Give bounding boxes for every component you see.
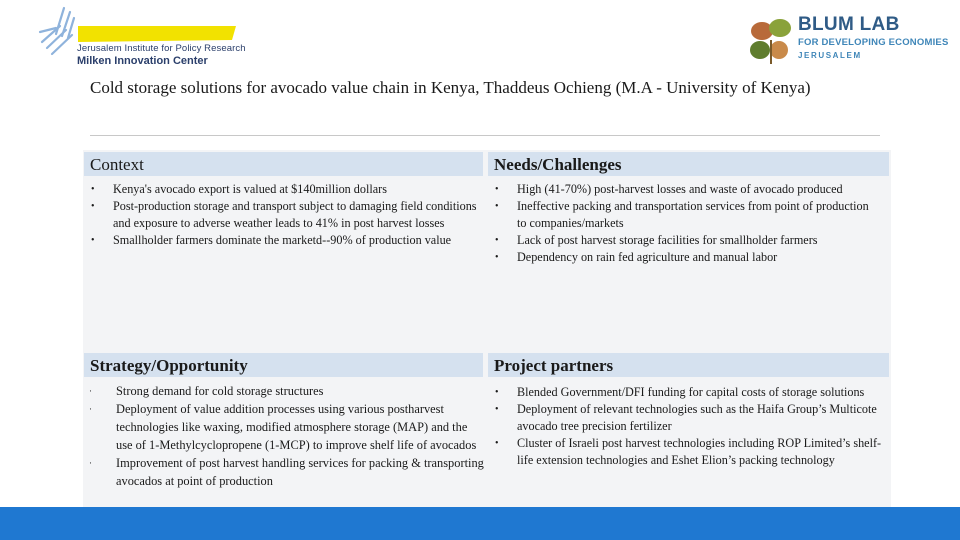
bullet-icon: • [495,387,499,398]
bullet-icon: • [495,404,499,415]
list-item: • Smallholder farmers dominate the marketd--90% of production value [91,233,452,247]
list-item: · Improvement of post harvest handling services for packing & transporting avocados at point of production [89,456,484,488]
list-item: • Kenya's avocado export is valued at $140million dollars [91,182,387,196]
blum-lab-title: BLUM LAB [798,14,900,35]
bullet-icon: · [89,386,92,396]
jipr-name: Jerusalem Institute for Policy Research [77,43,246,54]
needs-list [490,181,880,266]
bullet-icon: · [89,404,92,414]
blum-lab-subtitle: FOR DEVELOPING ECONOMIES [798,37,949,48]
blum-lab-location: JERUSALEM [798,51,862,60]
bullet-icon: • [91,235,95,246]
page-title: Cold storage solutions for avocado value chain in Kenya, Thaddeus Ochieng (M.A - University of Kenya) [90,78,811,97]
context-list [86,181,478,249]
list-item: • Post-production storage and transport subject to damaging field conditions and exposure to adverse weather leads to 41% in post harvest losses [91,199,477,230]
bullet-icon: • [495,252,499,263]
list-item: • Cluster of Israeli post harvest technologies including ROP Limited’s shelf- life extension technologies and Eshet Elion’s packing technology [495,436,882,467]
bullet-icon: • [495,184,499,195]
milken-name: Milken Innovation Center [77,55,208,67]
footer-bar [0,507,960,540]
bullet-icon: • [91,201,95,212]
list-item: · Deployment of value addition processes using various postharvest technologies like waxing, modified atmosphere storage (MAP) and the use of 1-Methylcyclopropene (1-MCP) to improve shelf life of avocados [89,402,477,452]
title-divider [90,135,880,136]
partners-heading: Project partners [488,353,889,377]
needs-heading: Needs/Challenges [488,152,889,176]
list-item: • High (41-70%) post-harvest losses and waste of avocado produced [495,182,843,196]
list-item: · Strong demand for cold storage structures [89,384,324,398]
strategy-list [86,382,484,490]
bullet-icon: • [495,201,499,212]
list-item: • Deployment of relevant technologies such as the Haifa Group’s Multicote avocado tree precision fertilizer [495,402,877,433]
bullet-icon: • [91,184,95,195]
list-item: • Lack of post harvest storage facilities for smallholder farmers [495,233,818,247]
bullet-icon: • [495,235,499,246]
bullet-icon: • [495,438,499,449]
list-item: • Blended Government/DFI funding for capital costs of storage solutions [495,385,865,399]
blum-lab-leaf-icon [745,14,797,66]
bullet-icon: · [89,458,92,468]
strategy-heading: Strategy/Opportunity [84,353,483,377]
partners-list [490,384,882,469]
list-item: • Dependency on rain fed agriculture and manual labor [495,250,778,264]
list-item: • Ineffective packing and transportation services from point of production to companies/markets [495,199,869,230]
context-heading: Context [84,152,483,176]
